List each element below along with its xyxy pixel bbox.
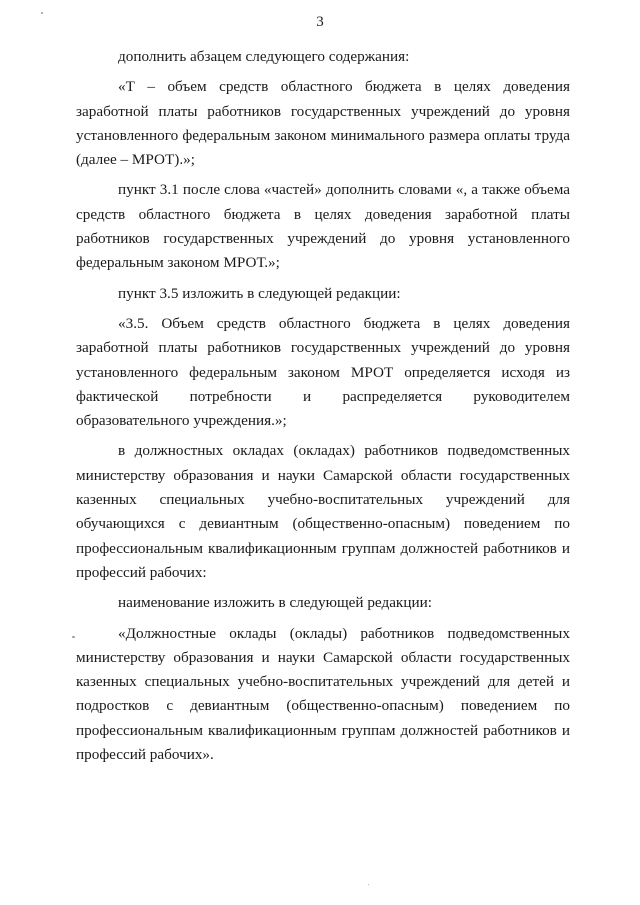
- scan-speck: [368, 884, 369, 885]
- paragraph-point-3-1: пункт 3.1 после слова «частей» дополнить словами «, а также объема средств областного бюджета в целях доведения заработной платы работников государственных учреждений до уровня установленного федеральным законом МРОТ.»;: [76, 181, 570, 272]
- paragraph-point-3-5-text: «3.5. Объем средств областного бюджета в целях доведения заработной платы работников государственных учреждений до уровня установленного федеральным законом МРОТ определяется исходя из фактической потребности и распределяется руководителем образовательного учреждения.»;: [76, 314, 570, 430]
- page-number: 3: [316, 14, 324, 30]
- paragraph-salaries-section: в должностных окладах (окладах) работников подведомственных министерству образования и науки Самарской области государственных казенных специальных учебно-воспитательных учреждений для обучающихся с девиантным (общественно-опасным) поведением по профессиональным квалификационным группам должностей работников и профессий рабочих:: [76, 442, 570, 581]
- paragraph-title-intro: наименование изложить в следующей редакции:: [118, 594, 432, 612]
- paragraph-point-3-5-intro: пункт 3.5 изложить в следующей редакции:: [118, 284, 401, 302]
- paragraph-title-text: «Должностные оклады (оклады) работников подведомственных министерству образования и науки Самарской области государственных казенных специальных учебно-воспитательных учреждений для детей и подростков с девиантным (общественно-опасным) поведением по профессиональным квалификационным группам должностей работников и профессий рабочих».: [76, 624, 570, 764]
- paragraph-t-definition: «Т – объем средств областного бюджета в целях доведения заработной платы работников государственных учреждений до уровня установленного федеральным законом минимального размера оплаты труда (далее – МРОТ).»;: [76, 78, 570, 169]
- paragraph-intro-addition: дополнить абзацем следующего содержания:: [118, 48, 410, 65]
- scan-speck: [41, 12, 43, 14]
- scan-speck: [72, 636, 75, 638]
- document-body: [76, 45, 570, 773]
